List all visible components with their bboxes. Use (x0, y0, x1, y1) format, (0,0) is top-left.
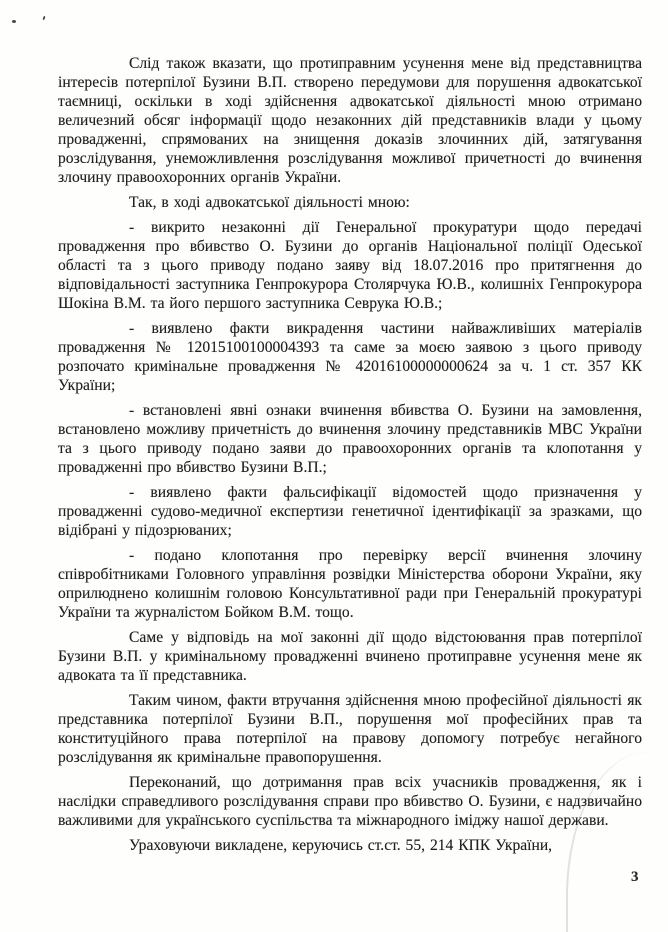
scan-speck (12, 20, 16, 23)
paragraph-conclusion: Таким чином, факти втручання здійснення мною професійної діяльності як представника потерпілої Бузини В.П., порушення мої професійних прав та конституційного права потерпілої на правову допомогу потребує негайного розслідування як кримінальне правопорушення. (58, 692, 642, 766)
scan-speck (42, 16, 45, 20)
paragraph-bullet-murder: - встановлені явні ознаки вчинення вбивства О. Бузини на замовлення, встановлено можливу причетність до вчинення злочину представників МВС України та з цього приводу подано заяви до правоохоронних органів та клопотання у провадженні про вбивство Бузини В.П.; (58, 402, 642, 476)
page-number: 3 (631, 869, 639, 885)
paragraph-conviction: Переконаний, що дотримання прав всіх учасників провадження, як і наслідки справедливого розслідування справи про вбивство О. Бузини, є надзвичайно важливими для українського суспільства та міжнародного іміджу нашої держави. (58, 774, 642, 829)
paragraph-bullet-theft: - виявлено факти викрадення частини найважливіших матеріалів провадження № 12015100100004393 та саме за моєю заявою з цього приводу розпочато кримінальне провадження № 42016100000000624 за ч. 1 ст. 357 КК України; (58, 320, 642, 394)
paragraph-bullet-falsification: - виявлено факти фальсифікації відомостей щодо призначення у провадженні судово-медичної експертизи генетичної ідентифікації за зразками, що відібрані у підозрюваних; (58, 484, 642, 539)
paragraph-legal-basis: Ураховуючи викладене, керуючись ст.ст. 55, 214 КПК України, (129, 837, 553, 854)
paragraph-bullet-prosecutor: - викрито незаконні дії Генеральної прокуратури щодо передачі провадження про вбивство О. Бузини до органів Національної поліції Одеської області та з цього приводу подано заяву від 18.07.2016 про притягнення до відповідальності заступника Генпрокурора Столярчука Ю.В., колишніх Генпрокурора Шокіна В.М. та його першого заступника Севрука Ю.В.; (58, 219, 642, 312)
paragraph-intro: Слід також вказати, що протиправним усунення мене від представництва інтересів потерпілої Бузини В.П. створено передумови для порушення адвокатської таємниці, оскільки в ході здійснення адвокатської діяльності мною отримано величезний обсяг інформації щодо незаконних дій представників влади у цьому провадженні, спрямованих на знищення доказів злочинних дій, затягування розслідування, унеможливлення розслідування можливої причетності до вчинення злочину правоохоронних органів України. (58, 55, 642, 186)
paragraph-bullet-motion: - подано клопотання про перевірку версії вчинення злочину співробітниками Головного управління розвідки Міністерства оборони України, яку оприлюднено колишнім головою Консультативної ради при Генеральній прокуратурі України та журналістом Бойком В.М. тощо. (58, 547, 642, 621)
document-body (58, 54, 642, 861)
paragraph-response: Саме у відповідь на мої законні дії щодо відстоювання прав потерпілої Бузини В.П. у кримінальному провадженні вчинено протиправне усунення мене як адвоката та її представника. (58, 629, 642, 684)
paragraph-lead-in: Так, в ході адвокатської діяльності мною: (129, 194, 410, 211)
